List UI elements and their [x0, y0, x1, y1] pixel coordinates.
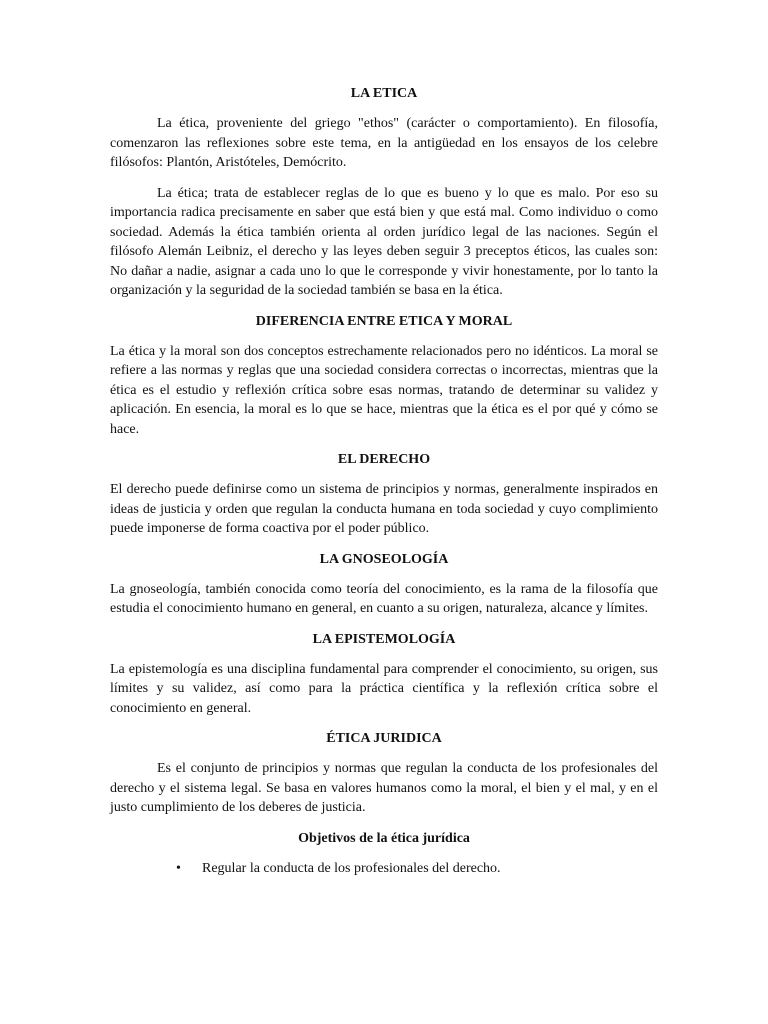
objectives-list	[110, 859, 658, 879]
section-title-etica-juridica: ÉTICA JURIDICA	[326, 731, 442, 746]
list-item	[110, 859, 658, 879]
section-title-epistemologia: LA EPISTEMOLOGÍA	[312, 631, 456, 647]
list-item-text: Regular la conducta de los profesionales del derecho.	[202, 860, 501, 876]
subsection-title-objetivos: Objetivos de la ética jurídica	[298, 830, 470, 846]
paragraph-gnoseologia: La gnoseología, también conocida como teoría del conocimiento, es la rama de la filosofía que estudia el conocimiento humano en general, en cuanto a su origen, naturaleza, alcance y límites.	[110, 581, 658, 616]
paragraph-etica-1: La ética, proveniente del griego "ethos" (carácter o comportamiento). En filosofía, comenzaron las reflexiones sobre este tema, en la antigüedad en los ensayos de los celebre filósofos: Plantón, Aristóteles, Demócrito.	[110, 116, 658, 170]
paragraph-epistemologia: La epistemología es una disciplina fundamental para comprender el conocimiento, su origen, sus límites y su validez, así como para la práctica científica y la reflexión crítica sobre el conocimiento en general.	[110, 661, 658, 716]
paragraph-diferencia: La ética y la moral son dos conceptos estrechamente relacionados pero no idénticos. La moral se refiere a las normas y reglas que una sociedad considera correctas o incorrectas, mientras que la ética es el estudio y reflexión crítica sobre esas normas, tratando de determinar su validez y aplicación. En esencia, la moral es lo que se hace, mientras que la ética es el por qué y cómo se hace.	[110, 343, 658, 437]
section-title-derecho: EL DERECHO	[337, 452, 431, 467]
bullet-icon: •	[176, 860, 181, 876]
section-title-la-etica: LA ETICA	[350, 86, 418, 101]
paragraph-derecho: El derecho puede definirse como un sistema de principios y normas, generalmente inspirados en ideas de justicia y orden que regulan la conducta humana en toda sociedad y cuyo complimiento puede imponerse de forma coactiva por el poder público.	[110, 482, 658, 536]
section-title-gnoseologia: LA GNOSEOLOGÍA	[319, 551, 449, 567]
paragraph-etica-juridica: Es el conjunto de principios y normas que regulan la conducta de los profesionales del derecho y el sistema legal. Se basa en valores humanos como la moral, el bien y el mal, y en el justo cumplimiento de los deberes de justicia.	[110, 761, 658, 815]
paragraph-etica-2: La ética; trata de establecer reglas de lo que es bueno y lo que es malo. Por eso su importancia radica precisamente en saber que está bien y que está mal. Como individuo o como sociedad. Además la ética también orienta al orden jurídico legal de las naciones. Según el filósofo Alemán Leibniz, el derecho y las leyes deben seguir 3 preceptos éticos, las cuales son: No dañar a nadie, asignar a cada uno lo que le corresponde y vivir honestamente, por lo tanto la organización y la seguridad de la sociedad también se basa en la ética.	[110, 185, 658, 298]
section-title-diferencia: DIFERENCIA ENTRE ETICA Y MORAL	[255, 313, 513, 329]
